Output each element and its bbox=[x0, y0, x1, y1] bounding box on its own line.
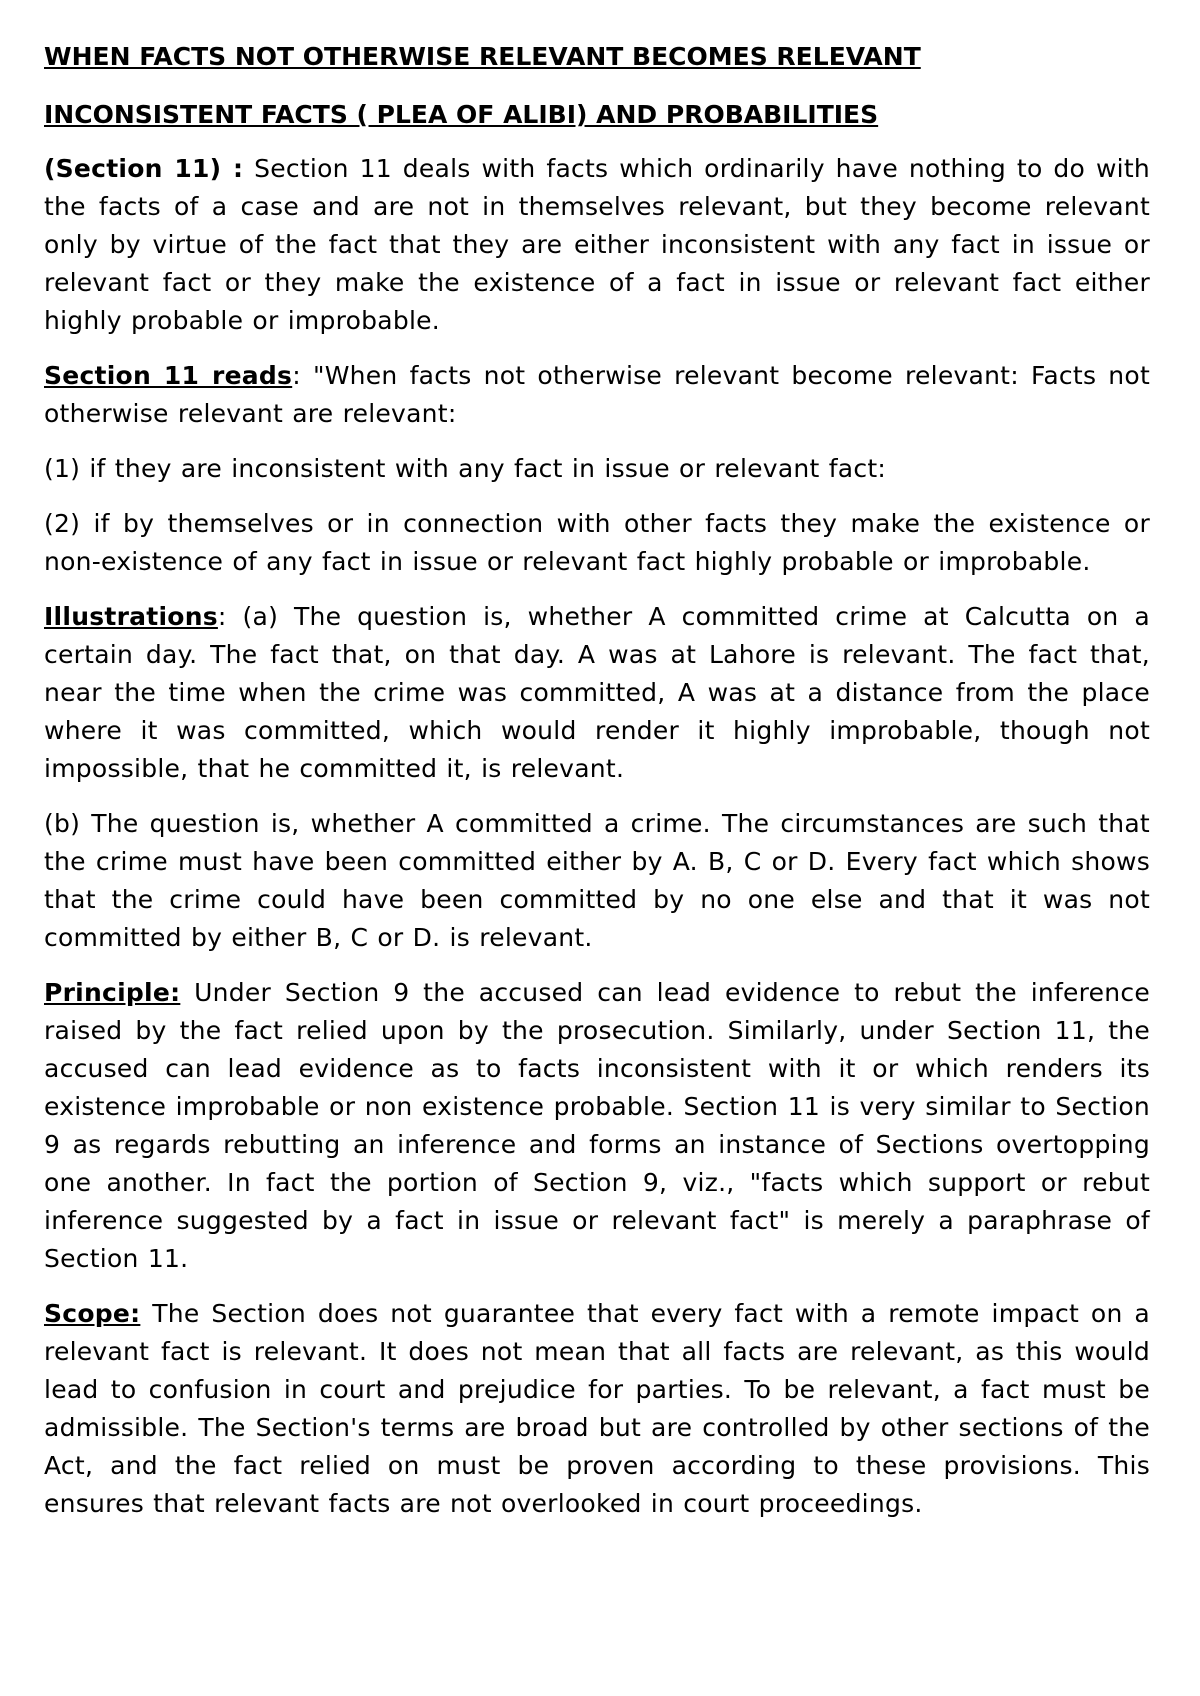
paragraph-scope bbox=[44, 1295, 1150, 1523]
paragraph-clause-2 bbox=[44, 505, 1150, 581]
paragraph-text: Section 11 deals with facts which ordinarily have nothing to do with the facts of a case and are not in themselves relevant, but they become relevant only by virtue of the fact that they are either inconsistent with any fact in issue or relevant fact or they make the existence of a fact in issue or relevant fact either highly probable or improbable. bbox=[44, 154, 1151, 335]
document-title: WHEN FACTS NOT OTHERWISE RELEVANT BECOMES RELEVANT bbox=[44, 42, 921, 71]
paragraph-lead: Section 11 reads bbox=[44, 361, 293, 390]
paragraph-section-11-reads bbox=[44, 357, 1150, 433]
paragraph-illustration-b bbox=[44, 805, 1150, 957]
paragraph-text: (1) if they are inconsistent with any fact in issue or relevant fact: bbox=[44, 454, 887, 483]
document-subtitle: INCONSISTENT FACTS ( PLEA OF ALIBI) AND PROBABILITIES bbox=[44, 100, 879, 129]
paragraph-lead: Illustrations bbox=[44, 602, 218, 631]
paragraph-text: (b) The question is, whether A committed a crime. The circumstances are such that the crime must have been committed either by A. B, C or D. Every fact which shows that the crime could have been committed by no one else and that it was not committed by either B, C or D. is relevant. bbox=[44, 809, 1150, 952]
paragraph-section-11-intro bbox=[44, 150, 1150, 340]
paragraph-lead: Principle: bbox=[44, 978, 181, 1007]
paragraph-lead: (Section 11) : bbox=[44, 154, 244, 183]
paragraph-lead: Scope: bbox=[44, 1299, 141, 1328]
paragraph-text: (2) if by themselves or in connection with other facts they make the existence or non-existence of any fact in issue or relevant fact highly probable or improbable. bbox=[44, 509, 1150, 576]
paragraph-illustrations bbox=[44, 598, 1150, 788]
document-page bbox=[44, 38, 1150, 1540]
paragraph-clause-1 bbox=[44, 450, 1150, 488]
paragraph-text: The Section does not guarantee that every fact with a remote impact on a relevant fact is relevant. It does not mean that all facts are relevant, as this would lead to confusion in court and prejudice for parties. To be relevant, a fact must be admissible. The Section's terms are broad but are controlled by other sections of the Act, and the fact relied on must be proven according to these provisions. This ensures that relevant facts are not overlooked in court proceedings. bbox=[44, 1299, 1150, 1518]
paragraph-text: : (a) The question is, whether A committed crime at Calcutta on a certain day. The fact that, on that day. A was at Lahore is relevant. The fact that, near the time when the crime was committed, A was at a distance from the place where it was committed, which would render it highly improbable, though not impossible, that he committed it, is relevant. bbox=[44, 602, 1150, 783]
paragraph-principle bbox=[44, 974, 1150, 1278]
paragraph-text: : "When facts not otherwise relevant become relevant: Facts not otherwise relevant are relevant: bbox=[44, 361, 1150, 428]
paragraph-text: Under Section 9 the accused can lead evidence to rebut the inference raised by the fact relied upon by the prosecution. Similarly, under Section 11, the accused can lead evidence as to facts inconsistent with it or which renders its existence improbable or non existence probable. Section 11 is very similar to Section 9 as regards rebutting an inference and forms an instance of Sections overtopping one another. In fact the portion of Section 9, viz., "facts which support or rebut inference suggested by a fact in issue or relevant fact" is merely a paraphrase of Section 11. bbox=[44, 978, 1150, 1273]
